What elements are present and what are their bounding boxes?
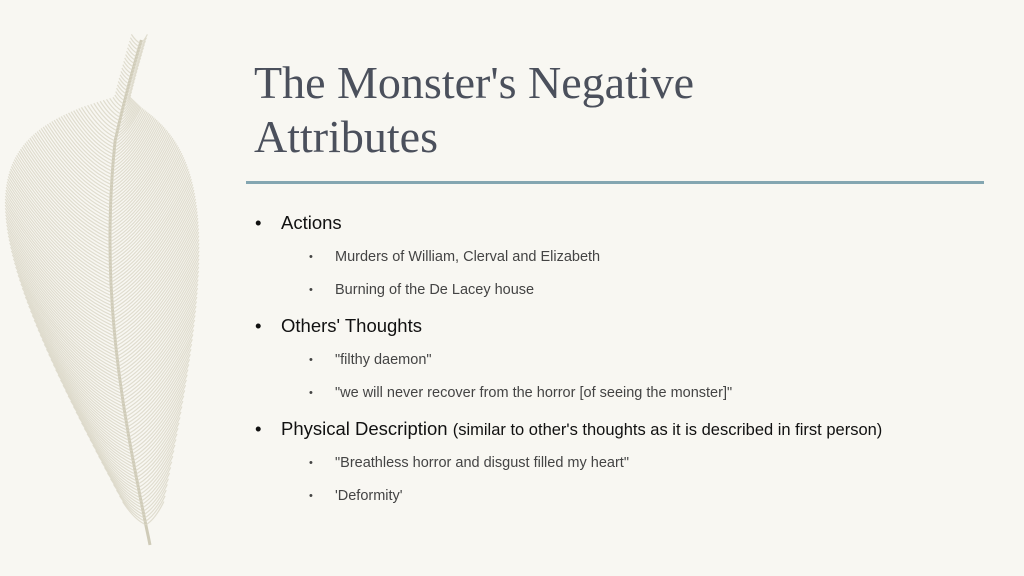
sub-bullet-text: Burning of the De Lacey house bbox=[335, 282, 535, 298]
bullet-icon: • bbox=[309, 387, 313, 399]
slide-title bbox=[254, 56, 994, 164]
title-divider bbox=[246, 181, 984, 184]
bullet-icon: • bbox=[309, 354, 313, 366]
bullet-note: (similar to other's thoughts as it is described in first person) bbox=[452, 421, 883, 439]
bullet-icon: • bbox=[255, 212, 262, 233]
bullet-icon: • bbox=[255, 315, 262, 336]
bullet-icon: • bbox=[309, 490, 313, 502]
sub-bullet-text: "Breathless horror and disgust filled my heart" bbox=[335, 455, 629, 471]
sub-bullet-text: "we will never recover from the horror [of seeing the monster]" bbox=[335, 385, 733, 401]
title-line-1: The Monster's Negative bbox=[254, 57, 695, 108]
bullet-icon: • bbox=[309, 251, 313, 263]
feather-barb bbox=[110, 98, 122, 110]
bullet-label: Others' Thoughts bbox=[281, 315, 422, 336]
sub-bullet-text: 'Deformity' bbox=[335, 488, 403, 504]
title-line-2: Attributes bbox=[254, 111, 438, 162]
sub-bullet-text: "filthy daemon" bbox=[335, 352, 432, 368]
bullet-label-group bbox=[281, 418, 882, 440]
bullet-icon: • bbox=[309, 284, 313, 296]
bullet-icon: • bbox=[255, 418, 262, 439]
bullet-label: Physical Description bbox=[281, 418, 448, 439]
feather-barb bbox=[131, 34, 140, 43]
sub-bullet-text: Murders of William, Clerval and Elizabeth bbox=[335, 249, 601, 265]
bullet-label: Actions bbox=[281, 212, 342, 233]
bullet-icon: • bbox=[309, 457, 313, 469]
